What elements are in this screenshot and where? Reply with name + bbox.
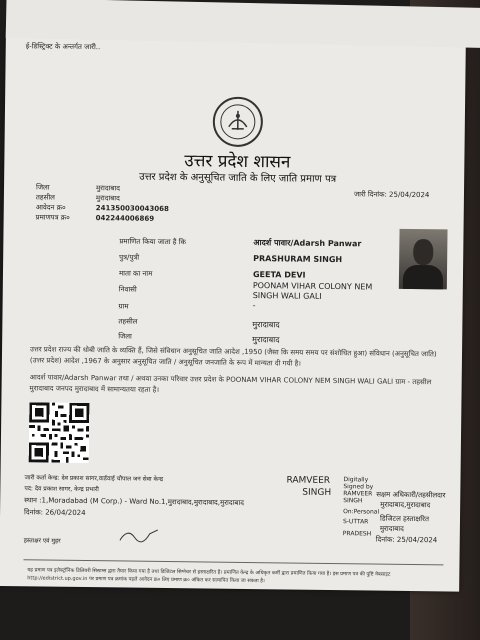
address-line-3: -	[252, 301, 256, 311]
sig-meta-3: RAMVEER	[343, 490, 373, 498]
signature-label: हस्ताक्षर एवं मुहर	[23, 537, 61, 545]
sheet-top	[6, 0, 480, 48]
application-number: 241350030043068	[95, 204, 169, 214]
top-field-label-2: तहसील	[35, 193, 55, 202]
residence-paragraph: आदर्श पावार/Adarsh Panwar तथा / अथवा उनका परिवार उत्तर प्रदेश के POONAM VIHAR COLONY NEM SINGH WALI GALI ग्राम - तहसील मुरादाबाद जनपद मुरादाबाद में सामान्यतया रहता है।	[29, 373, 432, 394]
issuer-operator: पद: देव प्रकाश सागर, केन्द्र प्रभारी	[24, 485, 99, 494]
footer-divider	[23, 559, 443, 565]
detail-label-3: माता का नाम	[118, 269, 153, 278]
issuer-place: स्थान :1,Moradabad (M Corp.) - Ward No.1,मुरादाबाद,मुरादाबाद,मुरादाबाद	[24, 496, 245, 507]
certificate-sheet	[0, 26, 466, 592]
top-field-label-4: प्रमाणपत्र क्र०	[35, 213, 70, 222]
certificate-subtitle: उत्तर प्रदेश के अनुसूचित जाति के लिए जाति प्रमाण पत्र	[139, 171, 337, 186]
tehsil-value: मुरादाबाद	[252, 320, 280, 330]
certificate-title: उत्तर प्रदेश शासन	[184, 151, 291, 173]
detail-label-district: जिला	[118, 332, 132, 341]
detail-label-village: ग्राम	[118, 302, 129, 311]
photo-body	[403, 265, 443, 289]
sig-meta-7: PRADESH	[342, 530, 372, 538]
sig-meta-5: On:Personal	[343, 508, 380, 516]
footer-disclaimer: यह प्रमाण पत्र इलेक्ट्रॉनिक डिलिवरी सिस्टम्स द्वारा तैयार किया गया है तथा डिजिटल सिग्नेचर से हस्ताक्षरित है। प्रमाणित केन्द्र के अधिकृत कर्मी द्वारा प्रमाणित किया गया है। इस प्रमाण पत्र की पुष्टि वेबसाइट http://edistrict.up.gov.in पर प्रमाण पत्र क्रमांक पहले आवेदन क्र० लिए प्रमाण क्र० अंकित कर सत्यापित किया जा सकता है।	[27, 567, 391, 585]
signature-date: दिनांक: 25/04/2024	[375, 535, 438, 545]
detail-label-tehsil: तहसील	[118, 317, 138, 326]
signer-name-line-2: SINGH	[302, 487, 332, 499]
applicant-name: आदर्श पावार/Adarsh Panwar	[253, 238, 362, 249]
header-note: ई-डिस्ट्रिक्ट के अन्तर्गत जारी..	[25, 42, 101, 52]
detail-label-4: निवासी	[118, 285, 137, 294]
detail-label-1: प्रमाणित किया जाता है कि	[119, 237, 186, 247]
top-field-value-2: मुरादाबाद	[95, 194, 120, 203]
issuer-date: दिनांक: 26/04/2024	[24, 508, 86, 518]
detail-label-2: पुत्र/पुत्री	[119, 253, 140, 262]
sig-meta-4: SINGH	[343, 497, 363, 505]
caste-paragraph: उत्तर प्रदेश राज्य की धोबी जाति के व्यक्ति हैं, जिसे संविधान अनुसूचित जाति आदेश ,1950 (जैसा कि समय समय पर संशोधित हुआ) संविधान (अनुसूचित जाति) (उत्तर प्रदेश) आदेश ,1967 के अनुसार अनुसूचित जाति / अनुसूचित जनजाति के रूप में मान्यता दी गयी है।	[29, 345, 437, 368]
mother-name: GEETA DEVI	[252, 270, 306, 280]
sig-meta-1: Digitally	[343, 476, 369, 484]
district-value: मुरादाबाद	[252, 335, 280, 345]
top-field-label-3: आवेदन क्र०	[35, 203, 66, 212]
issuer-center: जारी कर्ता केन्द्र: देव प्रकाश सागर,वार्डवाई चौपाल जन सेवा केन्द्र	[24, 474, 164, 483]
father-name: PRASHURAM SINGH	[253, 254, 343, 265]
sig-meta-6: S-UTTAR	[342, 518, 369, 526]
qr-code	[29, 402, 90, 463]
authority-district: मुरादाबाद,मुरादाबाद	[380, 500, 431, 510]
up-emblem-icon	[213, 97, 264, 148]
applicant-photo	[399, 229, 448, 290]
top-field-label-1: जिला	[35, 183, 50, 192]
certificate-number: 042244006869	[95, 214, 155, 223]
signer-name-line-1: RAMVEER	[286, 475, 331, 486]
address-line-1: POONAM VIHAR COLONY NEM	[252, 281, 373, 292]
sig-meta-2: Signed by	[343, 483, 374, 491]
photo-face	[413, 239, 433, 265]
issue-date: जारी दिनांक: 25/04/2024	[353, 190, 430, 200]
authority-district-2: मुरादाबाद	[379, 524, 404, 533]
authority-label: सक्षम अधिकारी/तहसीलदार	[376, 490, 446, 500]
address-line-2: SINGH WALI GALI	[252, 291, 322, 301]
signature-icon	[120, 525, 160, 545]
top-field-value-1: मुरादाबाद	[95, 184, 120, 193]
digital-sign-label: डिजिटल हस्ताक्षरित	[379, 514, 430, 524]
